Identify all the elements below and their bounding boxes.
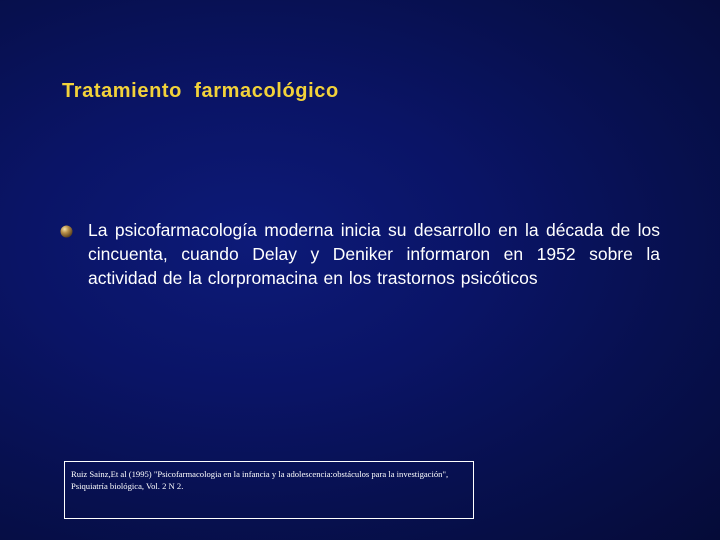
bullet-point — [60, 218, 660, 290]
bullet-text: La psicofarmacología moderna inicia su desarrollo en la década de los cincuenta, cuando Delay y Deniker informaron en 1952 sobre la actividad de la clorpromacina en los trastornos psicóticos — [88, 220, 660, 288]
reference-box — [64, 461, 474, 519]
bronze-sphere-bullet-icon — [60, 225, 73, 238]
reference-line: Psiquiatría biológica, Vol. 2 N 2. — [71, 481, 184, 491]
slide-title: Tratamiento farmacológico — [62, 80, 339, 102]
reference-line: Ruiz Sainz,Et al (1995) "Psicofarmacologia en la infancia y la adolescencia:obstáculos para la investigación", — [71, 469, 449, 479]
